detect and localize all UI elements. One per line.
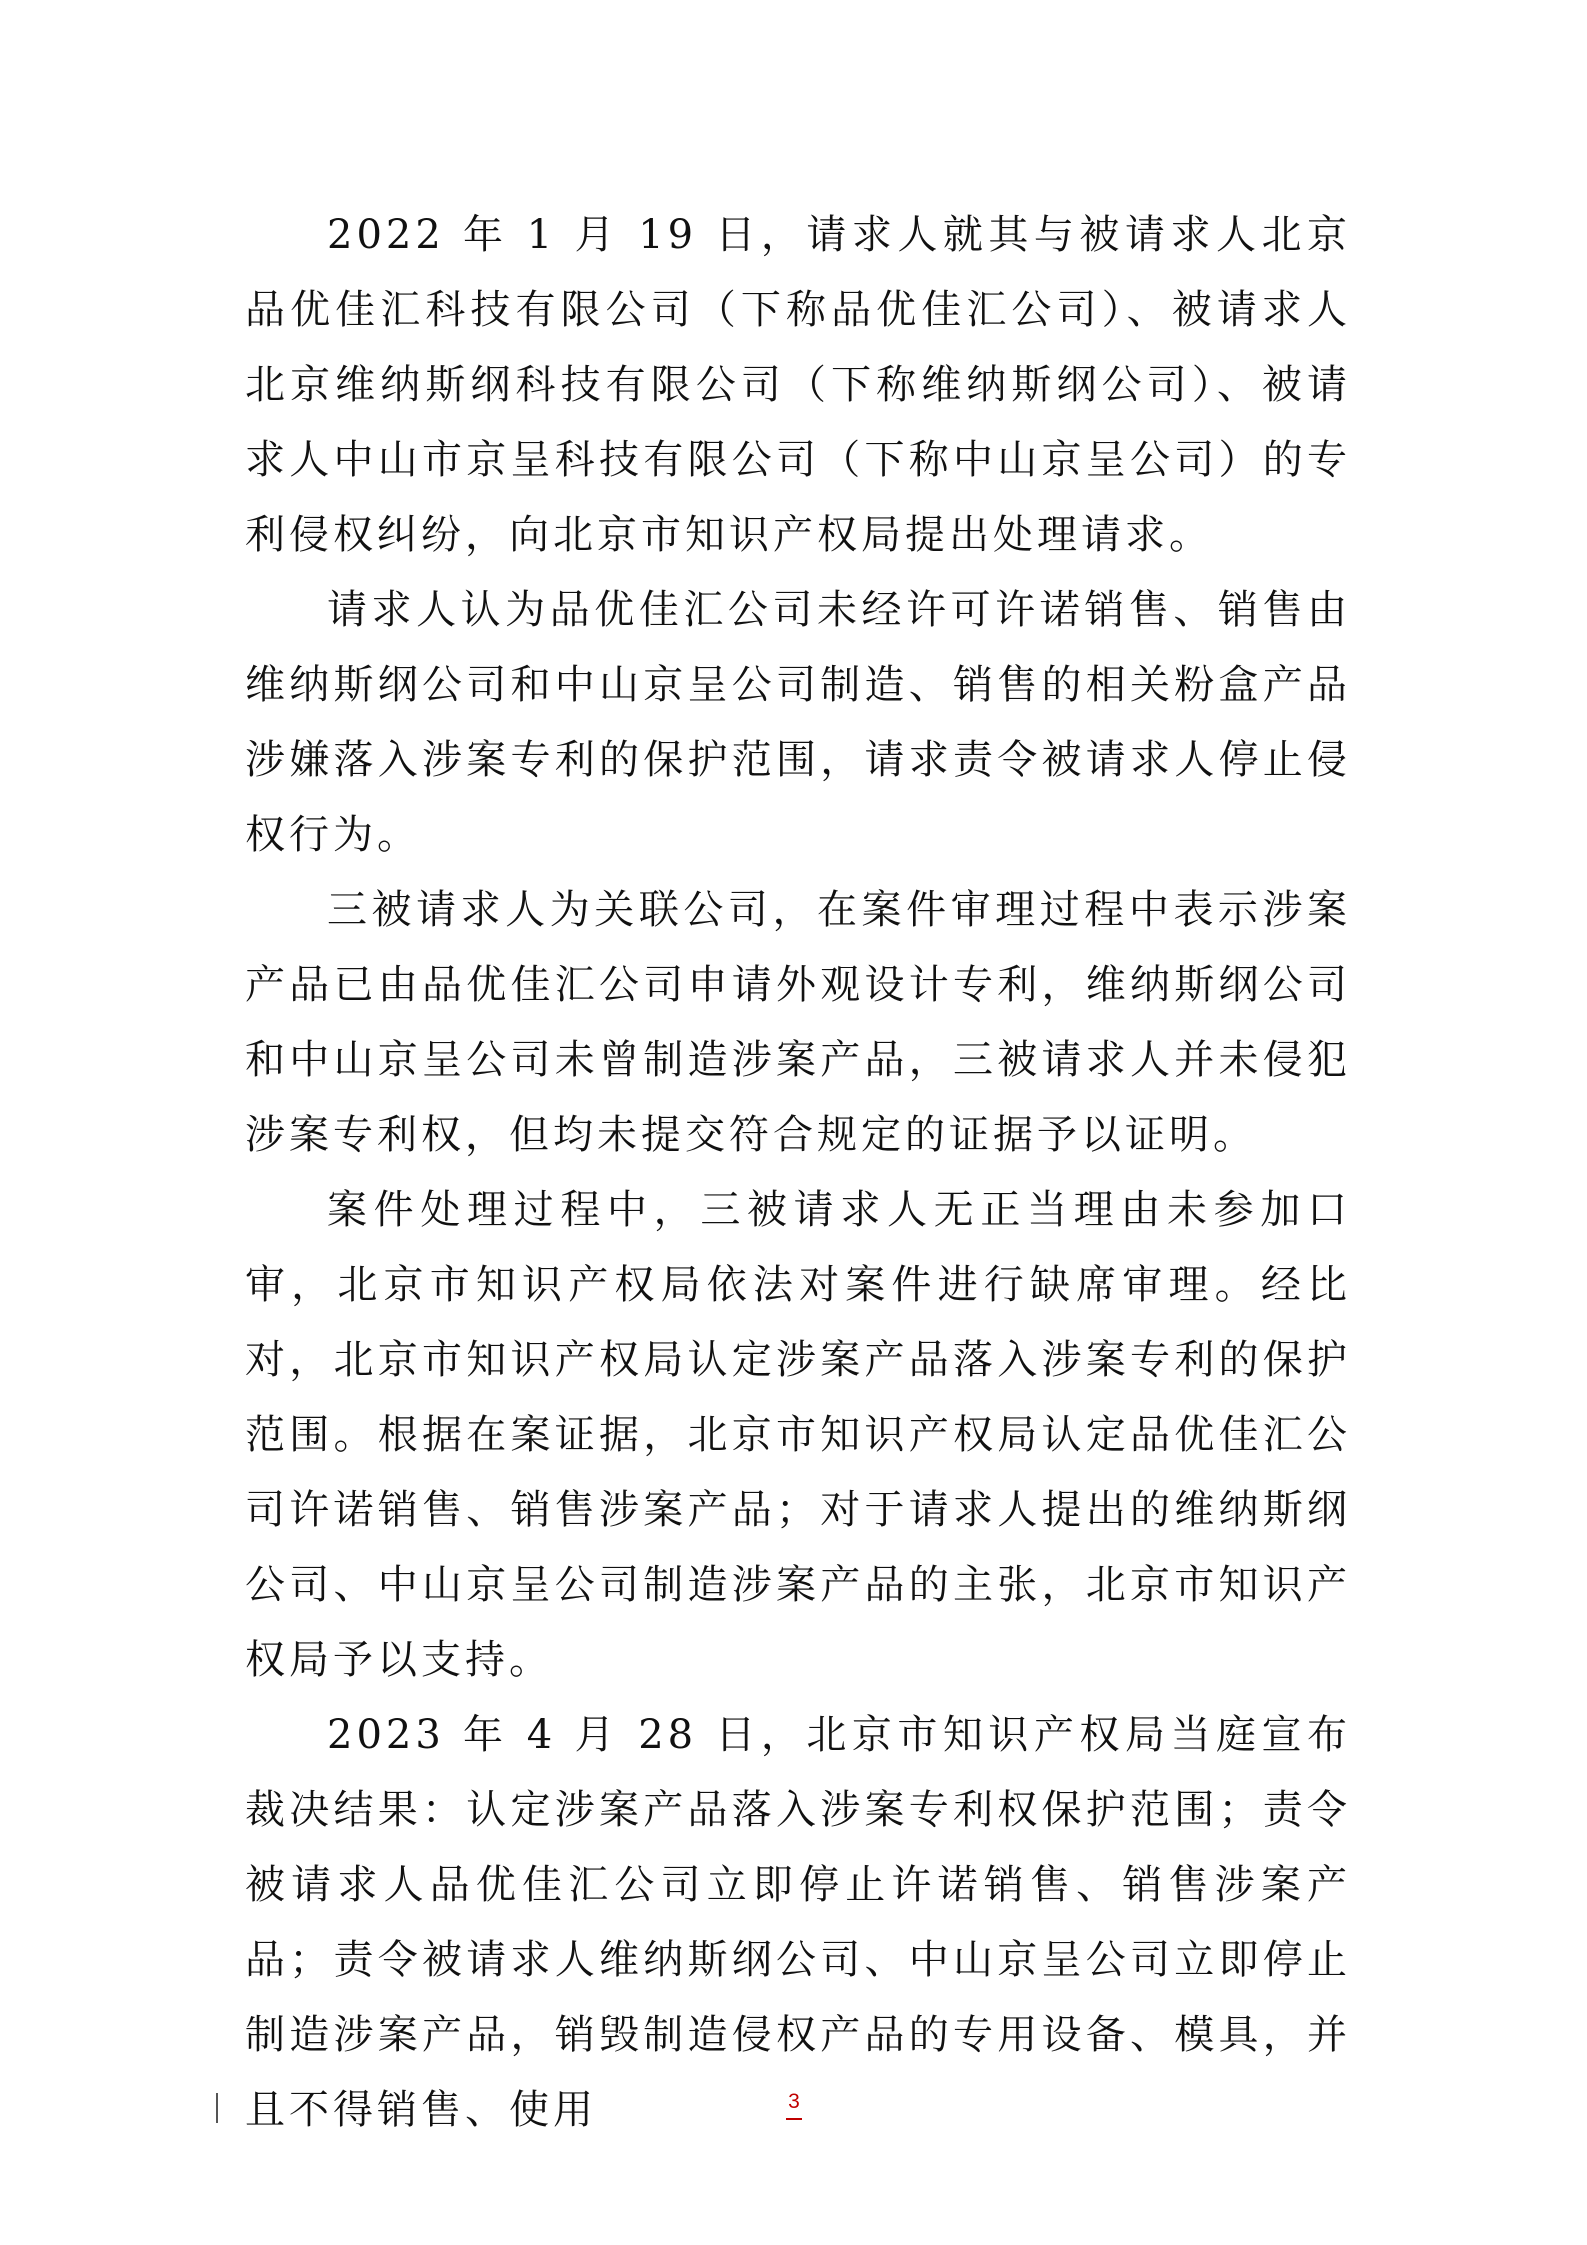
paragraph-filing: 2022 年 1 月 19 日，请求人就其与被请求人北京品优佳汇科技有限公司（下称品优佳汇公司）、被请求人北京维纳斯纲科技有限公司（下称维纳斯纲公司）、被请求人中山市京呈科技有限公司（下称中山京呈公司）的专利侵权纠纷，向北京市知识产权局提出处理请求。 (245, 212, 1351, 558)
paragraph-ruling: 2023 年 4 月 28 日，北京市知识产权局当庭宣布裁决结果：认定涉案产品落入涉案专利权保护范围；责令被请求人品优佳汇公司立即停止许诺销售、销售涉案产品；责令被请求人维纳斯纲公司、中山京呈公司立即停止制造涉案产品，销毁制造侵权产品的专用设备、模具，并且不得销售、使用 (245, 1712, 1351, 2133)
margin-rule (216, 2093, 218, 2123)
paragraph-defense: 三被请求人为关联公司，在案件审理过程中表示涉案产品已由品优佳汇公司申请外观设计专利，维纳斯纲公司和中山京呈公司未曾制造涉案产品，三被请求人并未侵犯涉案专利权，但均未提交符合规定的证据予以证明。 (245, 887, 1351, 1158)
page-number: 3 (788, 2090, 800, 2113)
page-number-underline (786, 2118, 802, 2120)
body-text (245, 198, 1351, 2148)
paragraph-trial: 案件处理过程中，三被请求人无正当理由未参加口审，北京市知识产权局依法对案件进行缺席审理。经比对，北京市知识产权局认定涉案产品落入涉案专利的保护范围。根据在案证据，北京市知识产权局认定品优佳汇公司许诺销售、销售涉案产品；对于请求人提出的维纳斯纲公司、中山京呈公司制造涉案产品的主张，北京市知识产权局予以支持。 (245, 1187, 1351, 1683)
paragraph-claim: 请求人认为品优佳汇公司未经许可许诺销售、销售由维纳斯纲公司和中山京呈公司制造、销售的相关粉盒产品涉嫌落入涉案专利的保护范围，请求责令被请求人停止侵权行为。 (245, 587, 1351, 858)
